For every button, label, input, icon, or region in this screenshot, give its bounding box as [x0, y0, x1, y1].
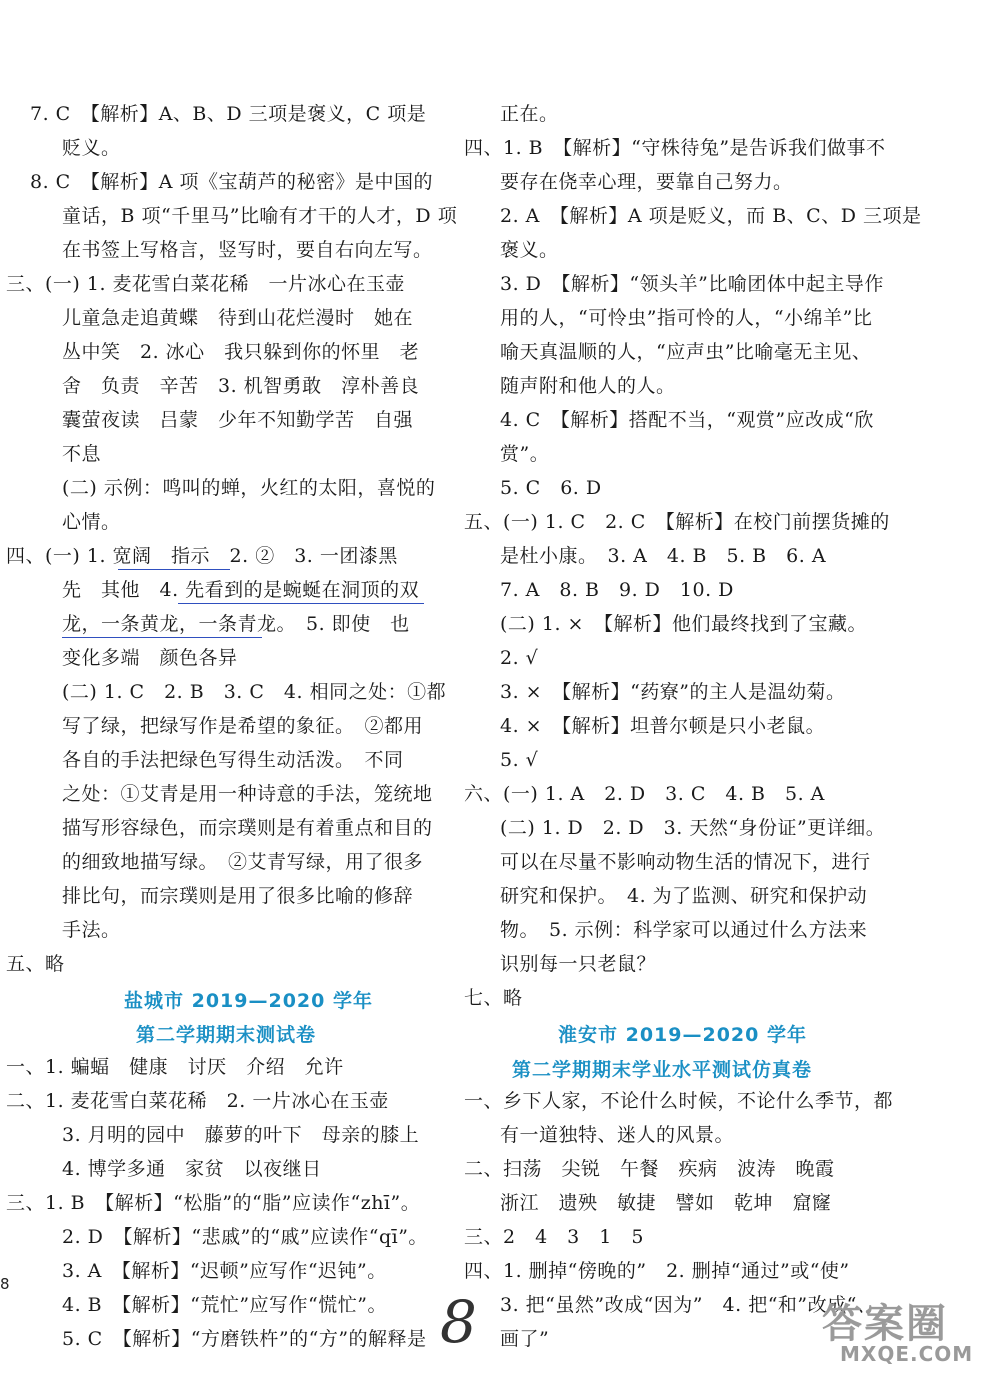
right-line: 正在。: [500, 103, 559, 125]
left-line: 写了绿，把绿写作是希望的象征。 ②都用: [62, 715, 424, 737]
right-line: 浙江 遗殃 敏捷 譬如 乾坤 窟窿: [500, 1192, 832, 1214]
left-line: 8. C 【解析】A 项《宝葫芦的秘密》是中国的: [30, 171, 433, 193]
right-line: 一、乡下人家，不论什么时候，不论什么季节，都: [464, 1090, 894, 1112]
left-line: 童话，B 项“千里马”比喻有才干的人才，D 项: [62, 205, 458, 227]
section-heading: 淮安市 2019—2020 学年: [558, 1024, 807, 1046]
right-line: 识别每一只老鼠？: [500, 953, 657, 975]
left-line: 五、略: [6, 953, 65, 975]
right-line: 喻天真温顺的人，“应声虫”比喻毫无主见、: [500, 341, 872, 363]
right-line: 7. A 8. B 9. D 10. D: [500, 579, 734, 601]
left-line: 之处：①艾青是用一种诗意的手法，笼统地: [62, 783, 433, 805]
left-line: 囊萤夜读 吕蒙 少年不知勤学苦 自强: [62, 409, 414, 431]
left-line: 5. C 【解析】“方磨铁杵”的“方”的解释是: [62, 1328, 427, 1350]
left-line: 四、(一) 1. 宽阔 指示 2. ② 3. 一团漆黑: [6, 545, 398, 567]
left-line: 不息: [62, 443, 102, 465]
pen-underline: [62, 637, 262, 638]
right-line: 要存在侥幸心理，要靠自己努力。: [500, 171, 793, 193]
watermark-logo: 答案圈: [822, 1301, 948, 1347]
page-number: 8: [440, 1288, 477, 1356]
section-heading: 第二学期期末测试卷: [136, 1024, 317, 1046]
left-line: 心情。: [62, 511, 121, 533]
left-line: 三、(一) 1. 麦花雪白菜花稀 一片冰心在玉壶: [6, 273, 406, 295]
left-line: 3. A 【解析】“迟顿”应写作“迟钝”。: [62, 1260, 387, 1282]
left-line: 三、1. B 【解析】“松脂”的“脂”应读作“zhī”。: [6, 1192, 421, 1214]
right-line: 2. √: [500, 647, 539, 669]
right-line: 四、1. B 【解析】“守株待兔”是告诉我们做事不: [464, 137, 886, 159]
left-line: 各自的手法把绿色写得生动活泼。 不同: [62, 749, 404, 771]
left-line: 儿童急走追黄蝶 待到山花烂漫时 她在: [62, 307, 414, 329]
left-line: 3. 月明的园中 藤萝的叶下 母亲的膝上: [62, 1124, 420, 1146]
watermark-url: MXQE.COM: [840, 1342, 974, 1366]
right-line: (二) 1. × 【解析】他们最终找到了宝藏。: [500, 613, 867, 635]
right-line: 四、1. 删掉“傍晚的” 2. 删掉“通过”或“使”: [464, 1260, 850, 1282]
left-line: 4. 博学多通 家贫 以夜继日: [62, 1158, 322, 1180]
left-line: 4. B 【解析】“荒忙”应写作“慌忙”。: [62, 1294, 387, 1316]
left-line: 一、1. 蝙蝠 健康 讨厌 介绍 允许: [6, 1056, 344, 1078]
right-line: 二、扫荡 尖锐 午餐 疾病 波涛 晚霞: [464, 1158, 835, 1180]
section-heading: 盐城市 2019—2020 学年: [124, 990, 373, 1012]
left-line: 舍 负责 辛苦 3. 机智勇敢 淳朴善良: [62, 375, 420, 397]
right-line: 五、(一) 1. C 2. C 【解析】在校门前摆货摊的: [464, 511, 890, 533]
watermark: [822, 1292, 992, 1370]
left-line: (二) 1. C 2. B 3. C 4. 相同之处：①都: [62, 681, 447, 703]
right-line: (二) 1. D 2. D 3. 天然“身份证”更详细。: [500, 817, 886, 839]
left-line: 变化多端 颜色各异: [62, 647, 238, 669]
right-line: 研究和保护。 4. 为了监测、研究和保护动: [500, 885, 868, 907]
left-line: 7. C 【解析】A、B、D 三项是褒义，C 项是: [30, 103, 427, 125]
right-line: 六、(一) 1. A 2. D 3. C 4. B 5. A: [464, 783, 825, 805]
right-line: 可以在尽量不影响动物生活的情况下，进行: [500, 851, 871, 873]
left-line: 龙，一条黄龙，一条青龙。 5. 即使 也: [62, 613, 410, 635]
right-line: 5. C 6. D: [500, 477, 602, 499]
right-line: 三、2 4 3 1 5: [464, 1226, 644, 1248]
right-line: 5. √: [500, 749, 539, 771]
right-line: 3. 把“虽然”改成“因为” 4. 把“和”改成“、: [500, 1294, 877, 1316]
right-line: 褒义。: [500, 239, 559, 261]
left-line: 贬义。: [62, 137, 121, 159]
margin-mark: 8: [0, 1275, 10, 1293]
right-line: 3. D 【解析】“领头羊”比喻团体中起主导作: [500, 273, 884, 295]
right-line: 用的人，“可怜虫”指可怜的人，“小绵羊”比: [500, 307, 873, 329]
right-line: 随声附和他人的人。: [500, 375, 676, 397]
left-line: (二) 示例：鸣叫的蝉，火红的太阳，喜悦的: [62, 477, 436, 499]
section-heading: 第二学期期末学业水平测试仿真卷: [512, 1059, 813, 1081]
left-line: 二、1. 麦花雪白菜花稀 2. 一片冰心在玉壶: [6, 1090, 389, 1112]
right-line: 4. C 【解析】搭配不当，“观赏”应改成“欣: [500, 409, 874, 431]
left-line: 在书签上写格言，竖写时，要自右向左写。: [62, 239, 433, 261]
right-line: 画了”: [500, 1328, 550, 1350]
left-line: 描写形容绿色，而宗璞则是有着重点和目的: [62, 817, 433, 839]
pen-underline: [178, 603, 424, 604]
right-line: 2. A 【解析】A 项是贬义，而 B、C、D 三项是: [500, 205, 922, 227]
left-line: 的细致地描写绿。 ②艾青写绿，用了很多: [62, 851, 424, 873]
right-line: 4. × 【解析】坦普尔顿是只小老鼠。: [500, 715, 826, 737]
right-line: 有一道独特、迷人的风景。: [500, 1124, 735, 1146]
left-line: 排比句，而宗璞则是用了很多比喻的修辞: [62, 885, 414, 907]
right-line: 七、略: [464, 987, 523, 1009]
left-line: 2. D 【解析】“悲戚”的“戚”应读作“qī”。: [62, 1226, 428, 1248]
pen-underline: [118, 569, 230, 570]
right-line: 物。 5. 示例：科学家可以通过什么方法来: [500, 919, 868, 941]
left-line: 手法。: [62, 919, 121, 941]
right-line: 是杜小康。 3. A 4. B 5. B 6. A: [500, 545, 827, 567]
left-line: 丛中笑 2. 冰心 我只躲到你的怀里 老: [62, 341, 420, 363]
left-line: 先 其他 4. 先看到的是蜿蜒在洞顶的双: [62, 579, 420, 601]
right-line: 赏”。: [500, 443, 550, 465]
right-line: 3. × 【解析】“药寮”的主人是温幼菊。: [500, 681, 846, 703]
